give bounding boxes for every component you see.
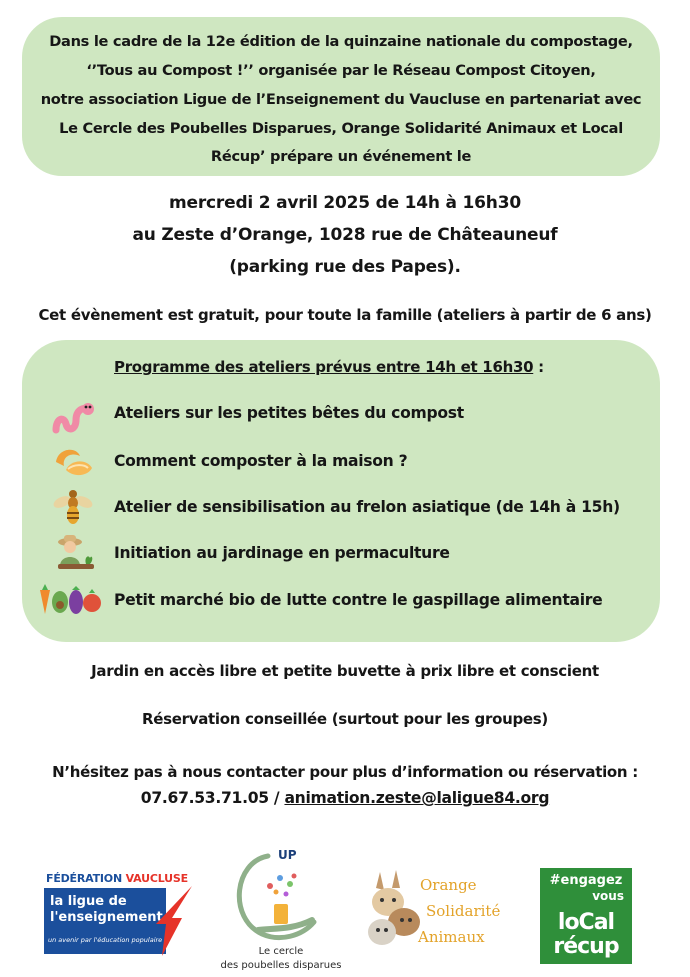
intro-line: notre association Ligue de l’Enseignement du Vaucluse en partenariat avec — [40, 91, 642, 108]
program-item: Petit marché bio de lutte contre le gaspillage alimentaire — [114, 591, 603, 609]
local-line2: récup — [553, 934, 619, 959]
local-vous: vous — [592, 889, 624, 903]
contact-details — [0, 789, 690, 807]
contact-separator: / — [268, 789, 285, 807]
program-item: Initiation au jardinage en permaculture — [114, 544, 450, 562]
ligue-federation: FÉDÉRATION — [46, 872, 122, 885]
local-hashtag: #engagez — [549, 873, 623, 888]
orange-logo — [362, 862, 522, 958]
intro-line: Récup’ prépare un événement le — [210, 148, 472, 165]
intro-line: Dans le cadre de la 12e édition de la quinzaine nationale du compostage, — [49, 33, 633, 50]
intro-line: Le Cercle des Poubelles Disparues, Orange Solidarité Animaux et Local — [59, 120, 623, 137]
cercle-line2: des poubelles disparues — [220, 960, 342, 971]
program-item: Atelier de sensibilisation au frelon asiatique (de 14h à 15h) — [114, 498, 620, 516]
event-place: au Zeste d’Orange, 1028 rue de Châteauneuf — [132, 225, 558, 245]
intro-line: ‘’Tous au Compost !’’ organisée par le Réseau Compost Citoyen, — [86, 62, 596, 79]
animals-icon — [362, 866, 426, 954]
program-title-suffix: : — [533, 358, 544, 376]
ligue-region: VAUCLUSE — [125, 872, 188, 885]
orange-line2: Solidarité — [426, 902, 501, 920]
garden-info: Jardin en accès libre et petite buvette à prix libre et conscient — [91, 662, 599, 680]
ligue-logo-box — [44, 888, 166, 954]
program-box — [22, 340, 660, 642]
event-free-note: Cet évènement est gratuit, pour toute la famille (ateliers à partir de 6 ans) — [38, 306, 652, 324]
email-link[interactable]: animation.zeste@laligue84.org — [284, 789, 550, 807]
ligue-logo — [40, 870, 196, 958]
cercle-logo — [212, 848, 350, 974]
contact-info: N’hésitez pas à nous contacter pour plus d’information ou réservation : — [52, 763, 638, 781]
event-date: mercredi 2 avril 2025 de 14h à 16h30 — [169, 193, 521, 213]
local-line1: loCal — [557, 910, 615, 935]
cercle-line1: Le cercle — [258, 946, 304, 957]
program-item: Comment composter à la maison ? — [114, 452, 408, 470]
ligue-tagline: un avenir par l'éducation populaire — [48, 936, 163, 944]
program-title-text: Programme des ateliers prévus entre 14h et 16h30 — [114, 358, 534, 376]
orange-line3: Animaux — [418, 928, 485, 946]
hornet-icon — [50, 486, 96, 526]
orange-peel-icon — [50, 442, 96, 482]
vegetables-icon — [36, 580, 102, 620]
ligue-line2: l'enseignement — [50, 910, 163, 925]
orange-line1: Orange — [420, 876, 477, 894]
ligue-arrow-icon — [152, 884, 196, 958]
program-item: Ateliers sur les petites bêtes du compost — [114, 404, 464, 422]
gardener-icon — [50, 532, 96, 572]
local-recup-logo — [540, 868, 632, 964]
phone-number: 07.67.53.71.05 — [140, 789, 269, 807]
intro-box — [22, 17, 660, 176]
ligue-line1: la ligue de — [50, 894, 127, 909]
event-parking: (parking rue des Papes). — [229, 257, 461, 277]
cercle-badge: UP — [278, 848, 297, 862]
cercle-hand-icon — [228, 848, 328, 944]
worm-icon — [50, 396, 96, 436]
reservation-info: Réservation conseillée (surtout pour les groupes) — [142, 710, 548, 728]
program-title — [114, 358, 544, 376]
